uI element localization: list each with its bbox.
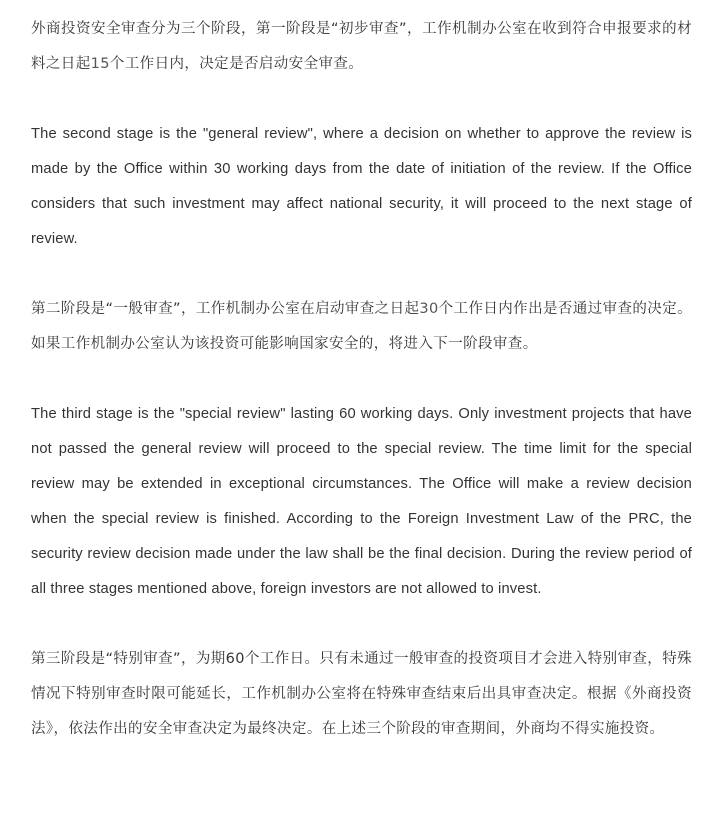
paragraph-stage-three-zh: 第三阶段是“特别审查”，为期60个工作日。只有未通过一般审查的投资项目才会进入特别审查，特殊情况下特别审查时限可能延长，工作机制办公室将在特殊审查结束后出具审查决定。根据《外商投资法》，依法作出的安全审查决定为最终决定。在上述三个阶段的审查期间，外商均不得实施投资。 bbox=[31, 651, 692, 737]
document-body bbox=[31, 12, 692, 747]
paragraph-text: 第二阶段是“一般审查”，工作机制办公室在启动审查之日起 bbox=[31, 301, 420, 317]
paragraph-spacer bbox=[31, 82, 692, 117]
day-count: 15 bbox=[90, 56, 110, 72]
paragraph-text: 个工作日内作出是否通过审查的决定。如果工作机制办公室认为该投资可能影响国家安全的，将进入下一阶段审查。 bbox=[31, 301, 692, 352]
paragraph-spacer bbox=[31, 607, 692, 642]
paragraph-spacer bbox=[31, 362, 692, 397]
paragraph-spacer bbox=[31, 257, 692, 292]
day-count: 30 bbox=[419, 301, 439, 317]
paragraph-stage-three-en: The third stage is the "special review" lasting 60 working days. Only investment projects that have not passed the general review will proceed to the special review. The time limit for the special review may be extended in exceptional circumstances. The Office will make a review decision when the special review is finished. According to the Foreign Investment Law of the PRC, the security review decision made under the law shall be the final decision. During the review period of all three stages mentioned above, foreign investors are not allowed to invest. bbox=[31, 406, 692, 597]
paragraph-text: 外商投资安全审查分为三个阶段，第一阶段是“初步审查”，工作机制办公室在收到符合申报要求的材料之日起 bbox=[31, 21, 692, 72]
paragraph-stage-two-en: The second stage is the "general review", where a decision on whether to approve the review is made by the Office within 30 working days from the date of initiation of the review. If the Office considers that such investment may affect national security, it will proceed to the next stage of review. bbox=[31, 126, 692, 247]
paragraph-stage-one-zh bbox=[31, 12, 692, 82]
paragraph-stage-two-zh bbox=[31, 292, 692, 362]
paragraph-text: 个工作日内，决定是否启动安全审查。 bbox=[109, 56, 364, 72]
